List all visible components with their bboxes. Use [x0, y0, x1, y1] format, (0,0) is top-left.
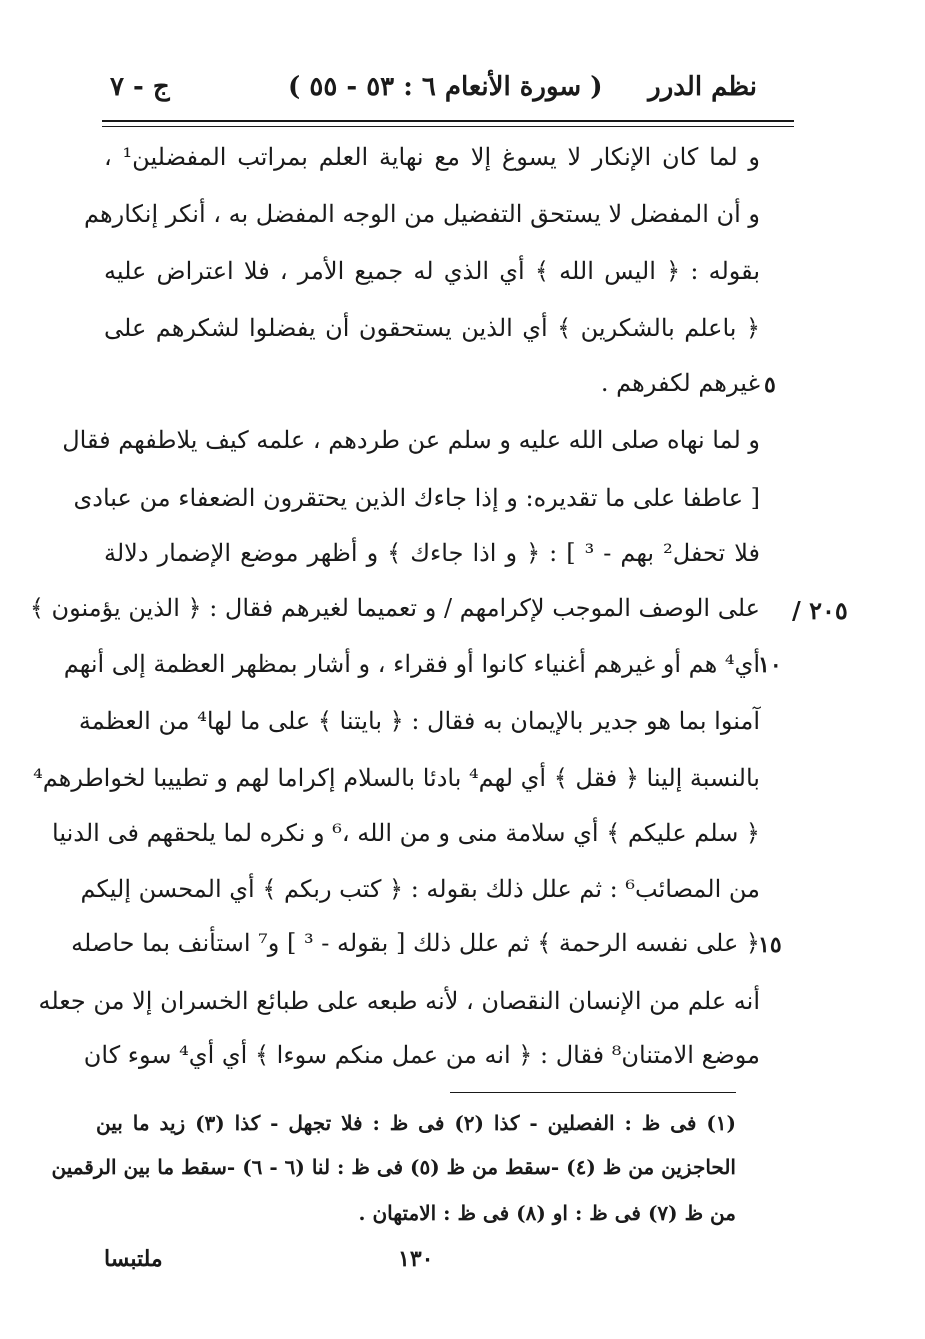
manuscript-folio-marker: ٢٠٥ /	[792, 596, 848, 625]
line-number-15: ١٥	[758, 932, 782, 958]
footnote-line-2: الحاجزين من ظ (٤) -سقط من ظ (٥) فى ظ : لنا (٦ - ٦) -سقط ما بين الرقمين	[51, 1155, 736, 1179]
text-line-13: ﴿ سلم عليكم ﴾ أي سلامة منى و من الله ،⁶ و نكره لما يلحقهم فى الدنيا	[52, 819, 760, 847]
text-line-12: بالنسبة إلينا ﴿ فقل ﴾ أي لهم⁴ بادئا بالسلام إكراما لهم و تطييبا لخواطرهم⁴	[33, 764, 760, 792]
text-line-5: غيرهم لكفرهم .	[600, 369, 760, 397]
footnote-line-3: من ظ (٧) فى ظ : او (٨) فى ظ : الامتهان .	[358, 1201, 736, 1225]
line-number-10: ١٠	[758, 652, 782, 678]
running-header-volume: ج - ٧	[110, 72, 170, 102]
page-number: ١٣٠	[398, 1246, 434, 1272]
text-line-4: ﴿ باعلم بالشكرين ﴾ أي الذين يستحقون أن يفضلوا لشكرهم على	[104, 314, 761, 342]
text-line-2: و أن المفضل لا يستحق التفضيل من الوجه المفضل به ، أنكر إنكارهم	[84, 200, 760, 228]
running-header-surah-reference: ( سورة الأنعام ٦ : ٥٣ - ٥٥ )	[288, 72, 603, 102]
header-rule-thin	[102, 126, 794, 127]
text-line-3: بقوله : ﴿ اليس الله ﴾ أي الذي له جميع الأمر ، فلا اعتراض عليه	[104, 257, 760, 285]
line-number-5: ٥	[764, 372, 776, 398]
catchword: ملتبسا	[104, 1246, 163, 1272]
header-rule	[102, 120, 794, 122]
text-line-15: ﴿ على نفسه الرحمة ﴾ ثم علل ذلك [ بقوله - ³ ] و⁷ استأنف بما حاصله	[71, 929, 760, 957]
text-line-14: من المصائب⁶ : ثم علل ذلك بقوله : ﴿ كتب ربكم ﴾ أي المحسن إليكم	[80, 875, 760, 903]
text-line-11: آمنوا بما هو جدير بالإيمان به فقال : ﴿ بايتنا ﴾ على ما لها⁴ من العظمة	[78, 707, 760, 735]
text-line-10: أي⁴ هم أو غيرهم أغنياء كانوا أو فقراء ، و أشار بمظهر العظمة إلى أنهم	[63, 650, 760, 678]
text-line-7: [ عاطفا على ما تقديره: و إذا جاءك الذين يحتقرون الضعفاء من عبادى	[73, 484, 760, 512]
text-line-16: أنه علم من الإنسان النقصان ، لأنه طبعه على طبائع الخسران إلا من جعله	[38, 987, 760, 1015]
text-line-6: و لما نهاه صلى الله عليه و سلم عن طردهم ، علمه كيف يلاطفهم فقال	[62, 426, 760, 454]
footnote-line-1: (١) فى ظ : الفصلين - كذا (٢) فى ظ : فلا تجهل - كذا (٣) زيد ما بين	[96, 1111, 737, 1135]
footnote-separator	[450, 1092, 736, 1093]
running-header-book-title: نظم الدرر	[648, 72, 757, 102]
text-line-9: على الوصف الموجب لإكرامهم / و تعميما لغيرهم فقال : ﴿ الذين يؤمنون ﴾	[29, 594, 760, 622]
text-line-1: و لما كان الإنكار لا يسوغ إلا مع نهاية العلم بمراتب المفضلين¹ ،	[104, 143, 761, 171]
text-line-8: فلا تحفل² بهم - ³ ] : ﴿ و اذا جاءك ﴾ و أظهر موضع الإضمار دلالة	[104, 539, 760, 567]
text-line-17: موضع الامتنان⁸ فقال : ﴿ انه من عمل منكم سوءا ﴾ أي أي⁴ سوء كان	[83, 1041, 760, 1069]
